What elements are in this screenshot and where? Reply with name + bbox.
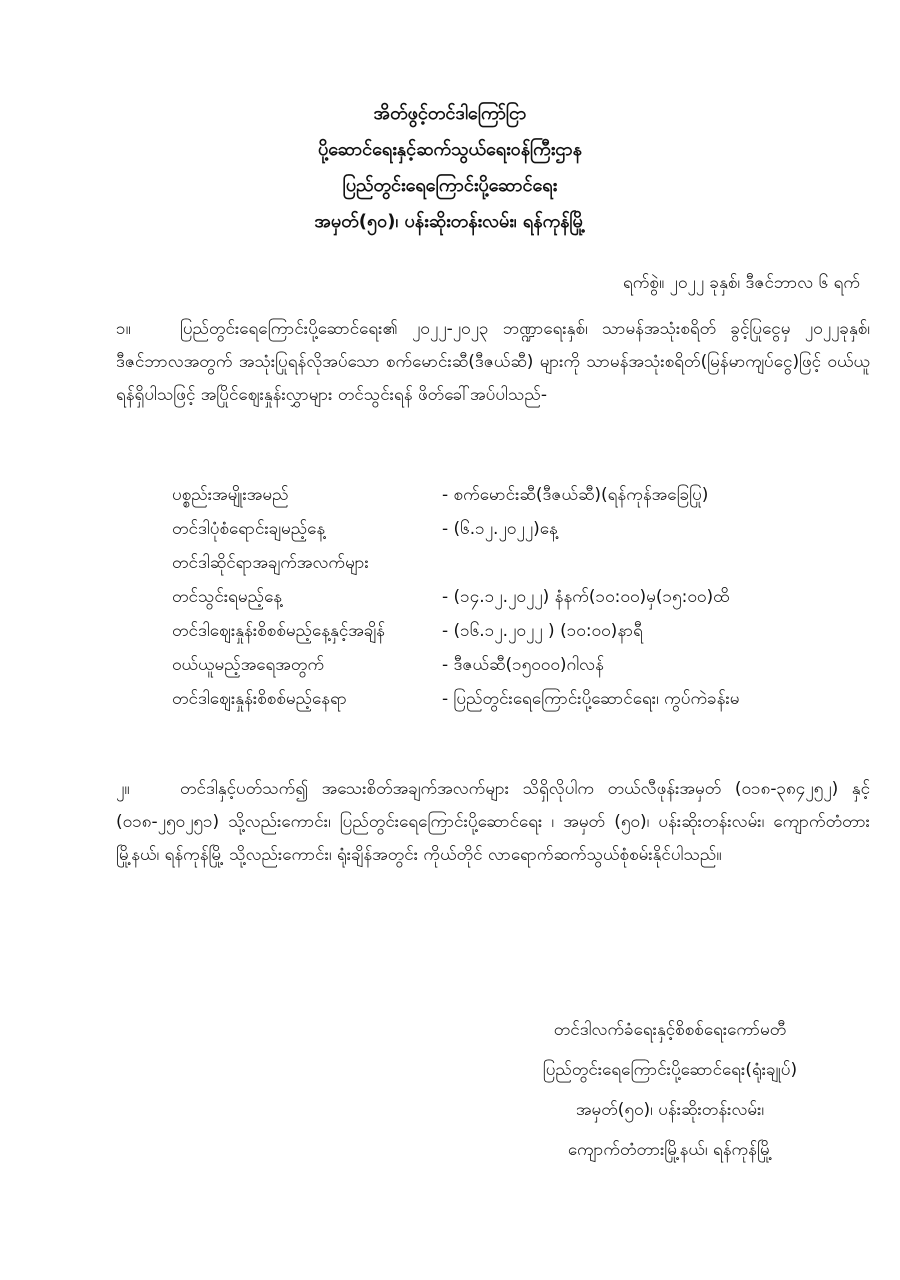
committee-name: တင်ဒါလက်ခံရေးနှင့်စိစစ်ရေးကော်မတီ — [553, 1020, 787, 1040]
detail-row — [172, 478, 882, 512]
detail-row — [172, 512, 882, 546]
paragraph-1-text: ပြည်တွင်းရေကြောင်းပို့ဆောင်ရေး၏ ၂၀၂၂-၂၀၂၃ ဘဏ္ဍာရေးနှစ်၊ သာမန်အသုံးစရိတ် ခွင့်ပြုငွေမှ ၂၀၂၂ခုနှစ်၊ ဒီဇင်ဘာလအတွက် အသုံးပြုရန်လိုအပ်သော စက်မောင်းဆီ(ဒီဇယ်ဆီ) များကို သာမန်အသုံးစရိတ်(မြန်မာကျပ်ငွေ)ဖြင့် ဝယ်ယူရန်ရှိပါသဖြင့် အပြိုင်ဈေးနှုန်းလွှာများ တင်သွင်းရန် ဖိတ်ခေါ်အပ်ပါသည်- — [116, 319, 870, 405]
detail-label: တင်ဒါဈေးနှုန်းစိစစ်မည့်နေ့နှင့်အချိန် — [172, 621, 385, 641]
detail-row — [172, 648, 882, 682]
signature-address-city: ကျောက်တံတားမြို့နယ်၊ ရန်ကုန်မြို့ — [567, 1140, 773, 1160]
paragraph-1-number: ၁။ — [116, 319, 131, 339]
department-name: ပြည်တွင်းရေကြောင်းပို့ဆောင်ရေး — [342, 175, 558, 196]
detail-label: တင်သွင်းရမည့်နေ့ — [172, 587, 283, 607]
detail-row — [172, 546, 882, 580]
paragraph-1 — [116, 313, 870, 447]
detail-value: - ပြည်တွင်းရေကြောင်းပို့ဆောင်ရေး၊ ကွပ်ကဲခန်းမ — [442, 689, 740, 709]
detail-label: တင်ဒါဈေးနှုန်းစိစစ်မည့်နေရာ — [172, 689, 347, 709]
signature-address-street: အမှတ်(၅၀)၊ ပန်းဆိုးတန်းလမ်း၊ — [575, 1100, 765, 1120]
detail-value: - (၆.၁၂.၂၀၂၂)နေ့ — [442, 519, 558, 539]
signature-office: ပြည်တွင်းရေကြောင်းပို့ဆောင်ရေး(ရုံးချုပ်) — [542, 1060, 798, 1080]
notice-title: အိတ်ဖွင့်တင်ဒါကြော်ငြာ — [373, 103, 527, 124]
department-address: အမှတ်(၅၀)၊ ပန်းဆိုးတန်းလမ်း၊ ရန်ကုန်မြို့ — [314, 211, 586, 232]
paragraph-2-number: ၂။ — [116, 779, 130, 799]
detail-value — [442, 546, 882, 580]
detail-label: တင်ဒါဆိုင်ရာအချက်အလက်များ — [172, 553, 369, 573]
paragraph-2 — [116, 773, 870, 939]
detail-value: - (၁၆.၁၂.၂၀၂၂ ) (၁၀:၀၀)နာရီ — [442, 621, 643, 641]
detail-value: - (၁၄.၁၂.၂၀၂၂) နံနက်(၁၀:၀၀)မှ(၁၅:၀၀)ထိ — [442, 587, 730, 607]
notice-date: ရက်စွဲ။ ၂၀၂၂ ခုနှစ်၊ ဒီဇင်ဘာလ ၆ ရက် — [623, 273, 860, 293]
detail-row — [172, 580, 882, 614]
tender-details-list — [172, 478, 882, 716]
detail-value: - စက်မောင်းဆီ(ဒီဇယ်ဆီ)(ရန်ကုန်အခြေပြု) — [442, 485, 709, 505]
detail-label: ပစ္စည်းအမျိုးအမည် — [172, 485, 289, 505]
paragraph-2-text: တင်ဒါနှင့်ပတ်သက်၍ အသေးစိတ်အချက်အလက်များ သိရှိလိုပါက တယ်လီဖုန်းအမှတ် (၀၁၈-၃၈၄၂၅၂) နှင့် (၀၁၈-၂၅၀၂၅၁) သို့လည်းကောင်း၊ ပြည်တွင်းရေကြောင်းပို့ဆောင်ရေး ၊ အမှတ် (၅၀)၊ ပန်းဆိုးတန်းလမ်း၊ ကျောက်တံတားမြို့နယ်၊ ရန်ကုန်မြို့ သို့လည်းကောင်း၊ ရုံးချိန်အတွင်း ကိုယ်တိုင် လာရောက်ဆက်သွယ်စုံစမ်းနိုင်ပါသည်။ — [116, 779, 870, 865]
detail-value: - ဒီဇယ်ဆီ(၁၅၀၀၀)ဂါလန် — [442, 655, 604, 675]
signature-block — [460, 1010, 880, 1170]
detail-label: တင်ဒါပုံစံရောင်းချမည့်နေ့ — [172, 519, 326, 539]
detail-row — [172, 614, 882, 648]
detail-label: ဝယ်ယူမည့်အရေအတွက် — [172, 655, 325, 675]
ministry-name: ပို့ဆောင်ရေးနှင့်ဆက်သွယ်ရေးဝန်ကြီးဌာန — [318, 139, 582, 160]
document-header — [0, 96, 900, 240]
detail-row — [172, 682, 882, 716]
